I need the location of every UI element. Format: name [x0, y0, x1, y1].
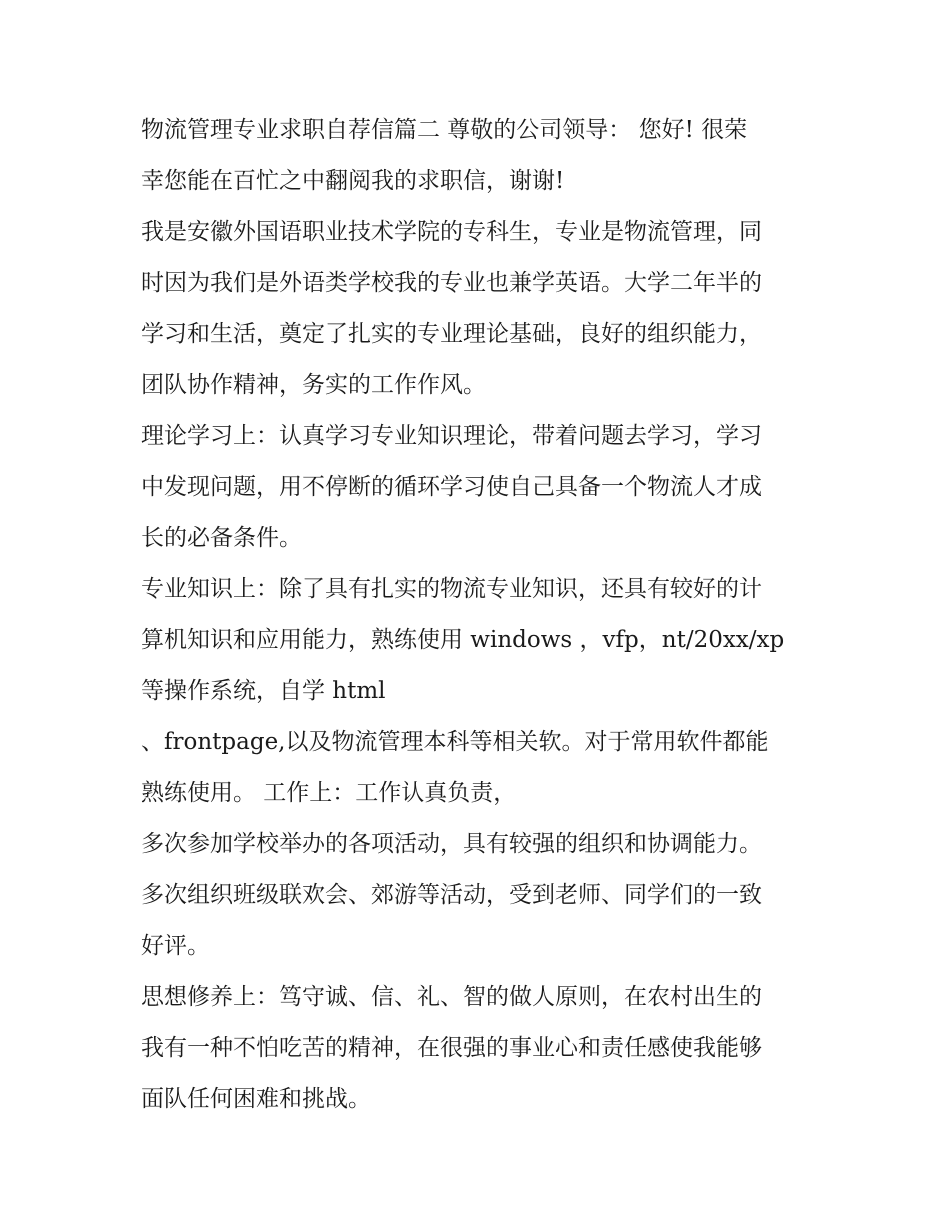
text-line: 学习和生活，奠定了扎实的专业理论基础，良好的组织能力，	[141, 321, 762, 347]
text-line: 熟练使用。 工作上：工作认真负责，	[141, 780, 517, 806]
text-line: 多次参加学校举办的各项活动，具有较强的组织和协调能力。	[141, 831, 762, 857]
text-line: 面队任何困难和挑战。	[141, 1086, 371, 1112]
text-line: 物流管理专业求职自荐信篇二 尊敬的公司领导： 您好! 很荣	[141, 117, 748, 143]
letter-body	[141, 105, 821, 1125]
text-line: 中发现问题，用不停断的循环学习使自己具备一个物流人才成	[141, 474, 762, 500]
text-line: 专业知识上：除了具有扎实的物流专业知识，还具有较好的计	[141, 576, 762, 602]
text-line: 等操作系统，自学 html	[141, 678, 386, 704]
text-line: 团队协作精神，务实的工作作风。	[141, 372, 486, 398]
text-line: 理论学习上：认真学习专业知识理论，带着问题去学习，学习	[141, 423, 762, 449]
text-line: 时因为我们是外语类学校我的专业也兼学英语。大学二年半的	[141, 270, 762, 296]
text-line: 、frontpage,以及物流管理本科等相关软。对于常用软件都能	[141, 729, 769, 755]
text-line: 我是安徽外国语职业技术学院的专科生，专业是物流管理，同	[141, 219, 762, 245]
text-line: 算机知识和应用能力，熟练使用 windows ，vfp，nt/20xx/xp	[141, 627, 785, 653]
text-line: 多次组织班级联欢会、郊游等活动，受到老师、同学们的一致	[141, 882, 762, 908]
text-line: 长的必备条件。	[141, 525, 302, 551]
text-line: 幸您能在百忙之中翻阅我的求职信，谢谢!	[141, 168, 565, 194]
text-line: 我有一种不怕吃苦的精神，在很强的事业心和责任感使我能够	[141, 1035, 762, 1061]
text-line: 好评。	[141, 933, 210, 959]
text-line: 思想修养上：笃守诚、信、礼、智的做人原则，在农村出生的	[141, 984, 762, 1010]
